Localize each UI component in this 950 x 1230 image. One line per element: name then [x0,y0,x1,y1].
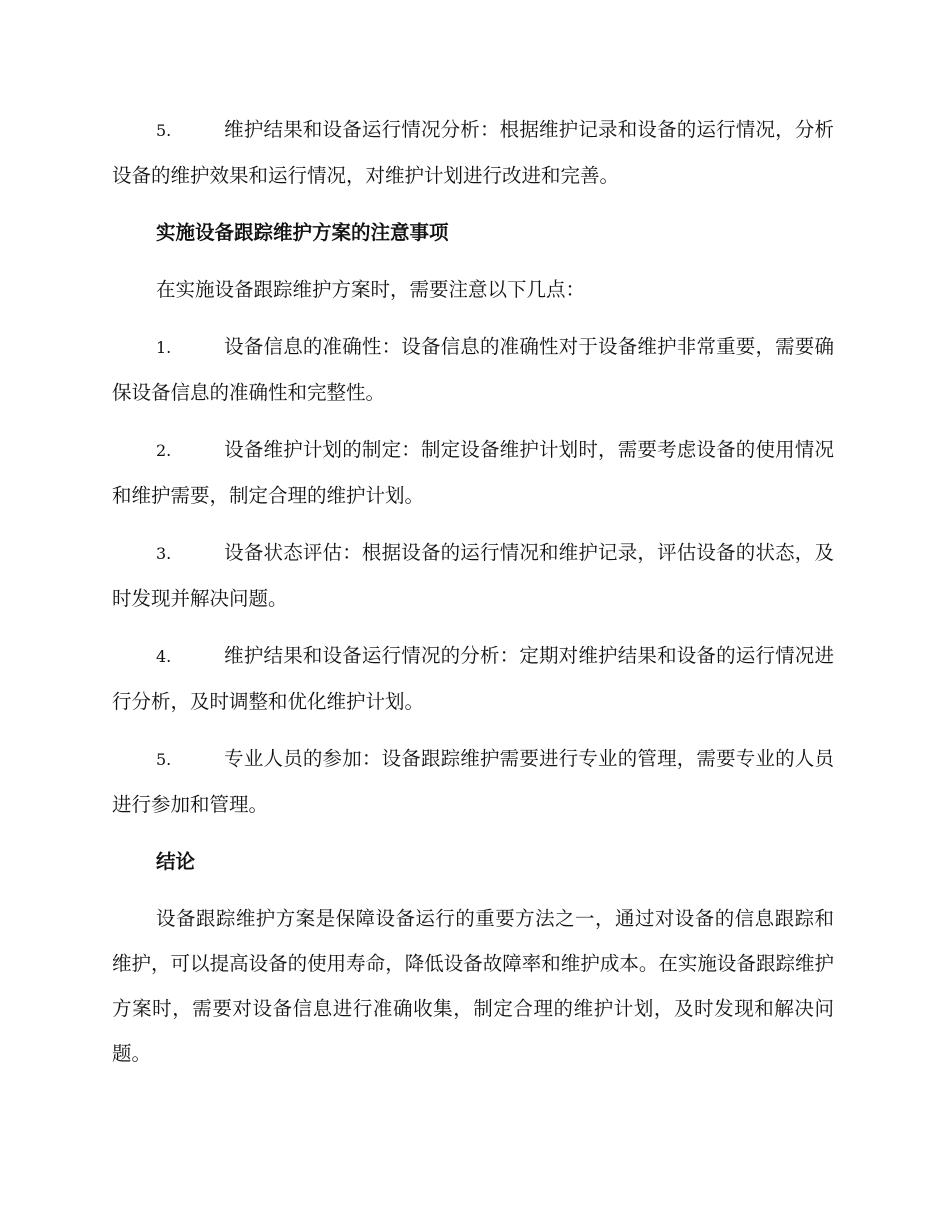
list-text: 维护结果和设备运行情况分析：根据维护记录和设备的运行情况，分析设备的维护效果和运行情况，对维护计划进行改进和完善。 [112,118,834,187]
list-item [112,107,834,198]
conclusion-heading: 结论 [156,850,196,873]
list-item [112,530,834,621]
list-text: 设备状态评估：根据设备的运行情况和维护记录，评估设备的状态，及时发现并解决问题。 [112,541,834,610]
list-text: 设备维护计划的制定：制定设备维护计划时，需要考虑设备的使用情况和维护需要，制定合理的维护计划。 [112,438,834,507]
list-text: 维护结果和设备运行情况的分析：定期对维护结果和设备的运行情况进行分析，及时调整和优化维护计划。 [112,644,834,713]
list-item [112,736,834,827]
section-intro: 在实施设备跟踪维护方案时，需要注意以下几点： [156,278,586,301]
document-body [112,107,834,1088]
list-number: 5. [156,750,172,769]
list-item [112,324,834,415]
list-number: 2. [156,441,172,460]
list-number: 3. [156,544,172,563]
list-item [112,427,834,518]
list-number: 4. [156,647,172,666]
list-text: 专业人员的参加：设备跟踪维护需要进行专业的管理，需要专业的人员进行参加和管理。 [112,747,834,816]
conclusion-paragraph: 设备跟踪维护方案是保障设备运行的重要方法之一，通过对设备的信息跟踪和维护，可以提高设备的使用寿命，降低设备故障率和维护成本。在实施设备跟踪维护方案时，需要对设备信息进行准确收集，制定合理的维护计划，及时发现和解决问题。 [112,907,834,1065]
list-text: 设备信息的准确性：设备信息的准确性对于设备维护非常重要，需要确保设备信息的准确性和完整性。 [112,335,834,404]
list-number: 1. [156,338,172,357]
list-number: 5. [156,121,172,140]
section-heading: 实施设备跟踪维护方案的注意事项 [156,221,449,244]
list-item [112,633,834,724]
